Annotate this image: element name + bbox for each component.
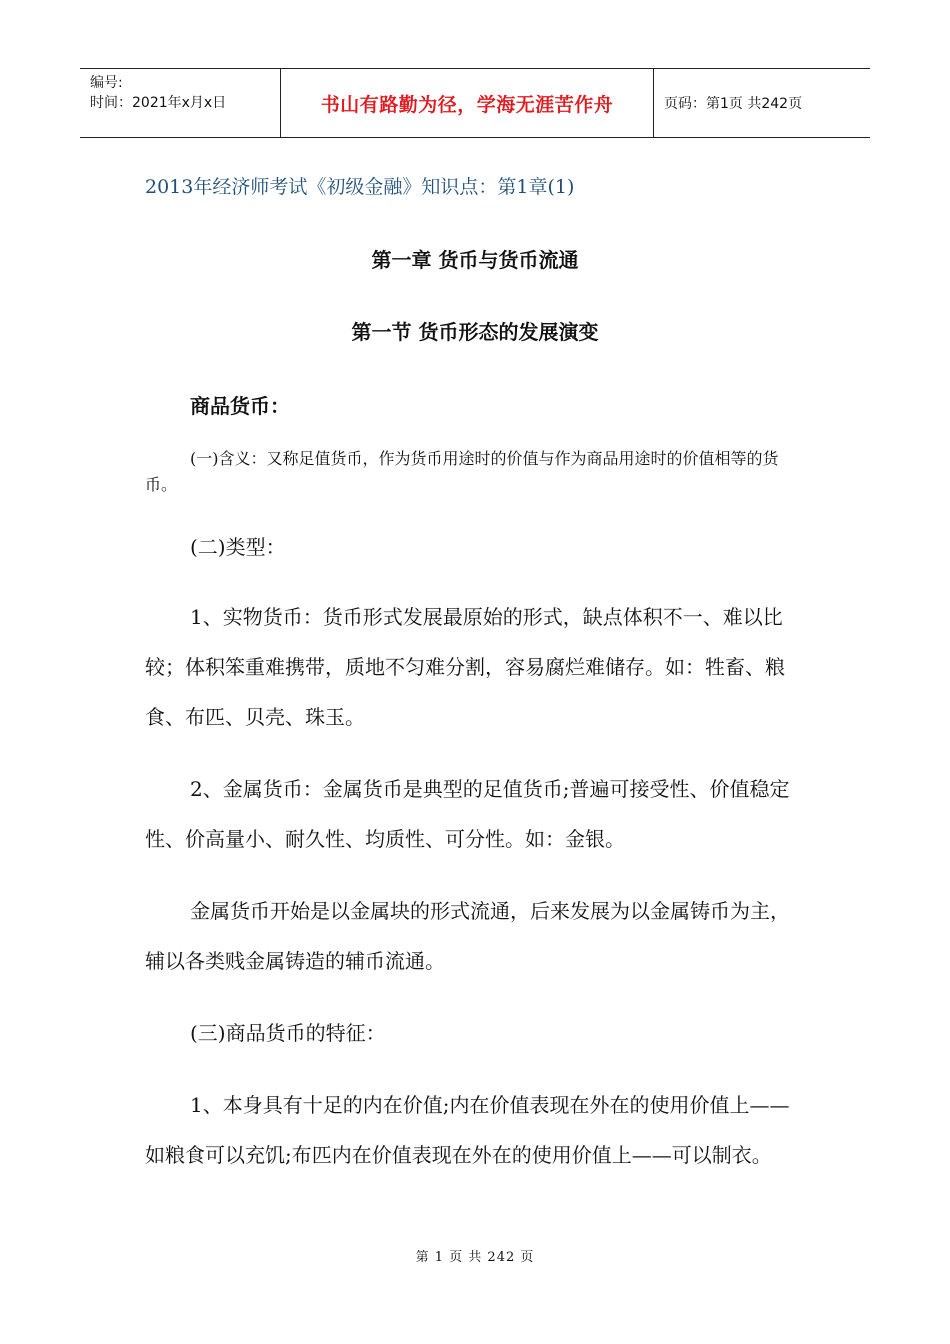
paragraph-metal-money: 2、金属货币：金属货币是典型的足值货币;普遍可接受性、价值稳定性、价高量小、耐久性、均质性、可分性。如：金银。 — [145, 777, 790, 851]
header-meta — [80, 69, 281, 137]
page-footer: 第 1 页 共 242 页 — [415, 1250, 535, 1265]
paragraph-definition: (一)含义：又称足值货币，作为货币用途时的价值与作为商品用途时的价值相等的货币。 — [145, 449, 779, 494]
number-label: 编号: — [90, 75, 123, 91]
subheading: 商品货币： — [190, 394, 290, 418]
document-title: 2013年经济师考试《初级金融》知识点：第1章(1) — [145, 176, 575, 198]
document-header — [80, 68, 870, 138]
header-motto: 书山有路勤为径，学海无涯苦作舟 — [281, 69, 654, 137]
paragraph-types-heading: (二)类型： — [190, 535, 286, 559]
paragraph-features-heading: (三)商品货币的特征： — [190, 1021, 386, 1045]
paragraph-metal-circulation: 金属货币开始是以金属块的形式流通，后来发展为以金属铸币为主，辅以各类贱金属铸造的辅币流通。 — [145, 899, 790, 973]
paragraph-physical-money: 1、实物货币：货币形式发展最原始的形式，缺点体积不一、难以比较；体积笨重难携带，质地不匀难分割，容易腐烂难储存。如：牲畜、粮食、布匹、贝壳、珠玉。 — [145, 605, 785, 729]
section-title: 第一节 货币形态的发展演变 — [351, 320, 599, 344]
paragraph-feature-1: 1、本身具有十足的内在价值;内在价值表现在外在的使用价值上——如粮食可以充饥;布匹内在价值表现在外在的使用价值上——可以制衣。 — [145, 1093, 790, 1167]
header-page-info: 页码：第1页 共242页 — [664, 96, 803, 112]
time-label: 时间：2021年x月x日 — [90, 95, 227, 111]
chapter-title: 第一章 货币与货币流通 — [371, 248, 579, 272]
